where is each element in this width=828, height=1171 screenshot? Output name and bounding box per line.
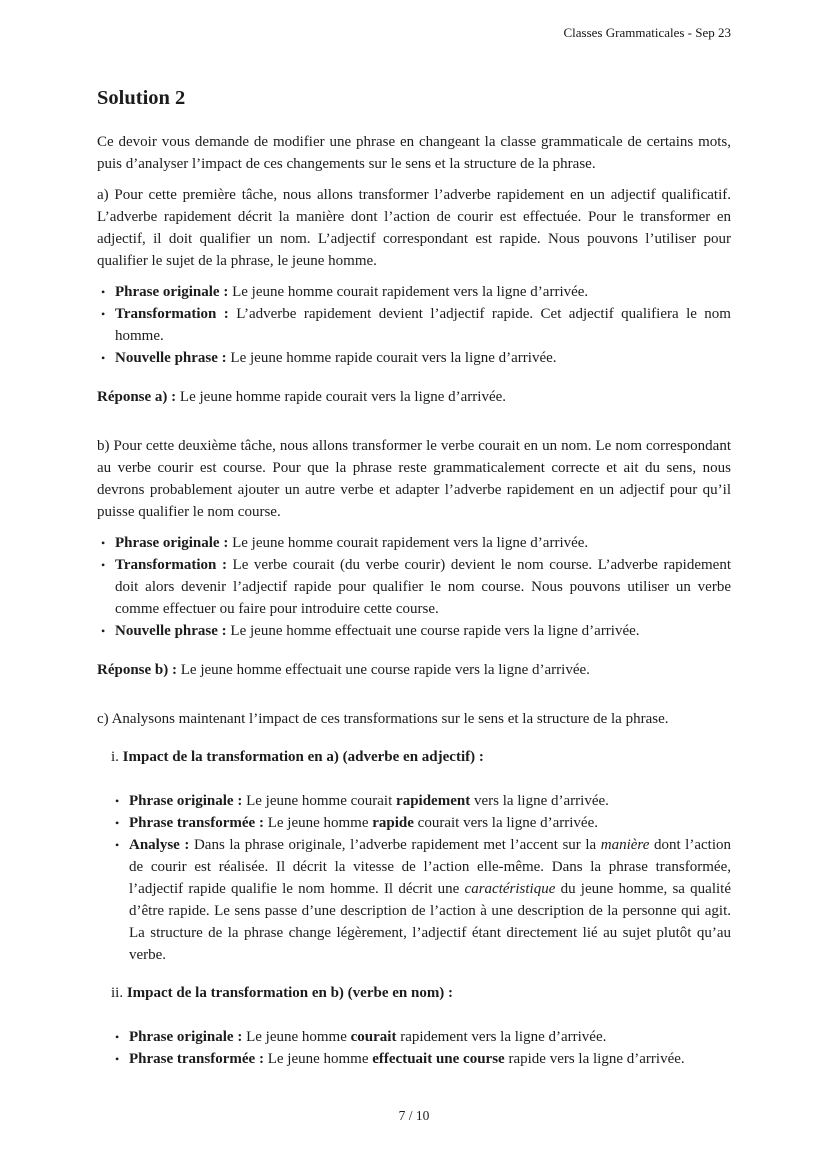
list-item-text	[129, 1051, 685, 1067]
text-run: courait	[350, 1029, 397, 1045]
text-run: Impact de la transformation en a) (adverbe en adjectif) :	[122, 749, 484, 765]
bullet-icon: •	[115, 794, 120, 808]
list-item-text	[115, 306, 731, 344]
paragraph-task-b: b) Pour cette deuxième tâche, nous allons transformer le verbe courait en un nom. Le nom correspondant au verbe courir est course. Pour que la phrase reste grammaticalement correcte et ait du sens, nous devrons probablement ajouter un autre verbe et adapter l’adverbe rapidement en un adjectif pour qu’il puisse qualifier le nom course.	[97, 438, 731, 520]
list-item-text	[115, 623, 640, 639]
bullet-icon: •	[115, 1030, 120, 1044]
answer-a	[97, 386, 731, 408]
bullet-icon: •	[115, 816, 120, 830]
text-run: Phrase originale :	[115, 535, 229, 551]
answer-b	[97, 659, 731, 681]
bullet-icon: •	[115, 838, 120, 852]
list-item-text	[129, 1029, 606, 1045]
text-run: Réponse b) :	[97, 662, 178, 678]
list-task-b	[97, 532, 731, 642]
text-run: dont l’action de courir est réalisée. Il décrit la vitesse de l’action elle-même. Dans la phrase transformée, l’adjectif rapide qualifie le nom homme. Il décrit une	[129, 837, 731, 897]
list-item	[111, 1048, 731, 1070]
text-run: Le jeune homme	[263, 815, 373, 831]
text-run: Le jeune homme courait rapidement vers la ligne d’arrivée.	[228, 535, 589, 551]
text-run: courait vers la ligne d’arrivée.	[413, 815, 599, 831]
text-run: Réponse a) :	[97, 389, 177, 405]
bullet-icon: •	[101, 624, 106, 638]
list-item	[97, 554, 731, 620]
text-run: ii.	[111, 985, 127, 1001]
text-run: Le jeune homme courait	[242, 793, 397, 809]
list-impact-b	[111, 1026, 731, 1070]
bullet-icon: •	[101, 285, 106, 299]
text-run: Phrase originale :	[129, 1029, 243, 1045]
list-item-text	[115, 535, 588, 551]
list-item	[97, 281, 731, 303]
running-header: Classes Grammaticales - Sep 23	[563, 25, 731, 40]
list-item-text	[115, 557, 731, 617]
text-run: Analyse :	[129, 837, 190, 853]
text-run: Le jeune homme courait rapidement vers la ligne d’arrivée.	[228, 284, 589, 300]
text-run: Le jeune homme	[263, 1051, 373, 1067]
list-item-text	[129, 815, 598, 831]
list-item-text	[129, 793, 609, 809]
text-run: rapide	[372, 815, 414, 831]
bullet-icon: •	[101, 536, 106, 550]
bullet-icon: •	[101, 351, 106, 365]
text-run: Phrase originale :	[129, 793, 243, 809]
text-run: rapidement	[396, 793, 471, 809]
subheading-i	[111, 746, 731, 768]
list-item	[111, 1026, 731, 1048]
text-run: Le jeune homme effectuait une course rapide vers la ligne d’arrivée.	[177, 662, 590, 678]
text-run: Le verbe courait (du verbe courir) devient le nom course. L’adverbe rapidement doit alors devenir l’adjectif rapide pour qualifier le nom course. Nous pouvons utiliser un verbe comme effectuer ou faire pour introduire cette course.	[115, 557, 731, 617]
list-item	[97, 532, 731, 554]
list-item	[97, 620, 731, 642]
list-task-a	[97, 281, 731, 369]
bullet-icon: •	[101, 558, 106, 572]
text-run: du jeune homme, sa qualité d’être rapide. Le sens passe d’une description de l’action à une description de la personne qui agit. La structure de la phrase change légèrement, l’adjectif étant directement lié au sujet plutôt qu’au verbe.	[129, 881, 731, 963]
document-content	[97, 86, 731, 1080]
list-item-text	[115, 284, 588, 300]
text-run: vers la ligne d’arrivée.	[470, 793, 609, 809]
paragraph-intro: Ce devoir vous demande de modifier une phrase en changeant la classe grammaticale de certains mots, puis d’analyser l’impact de ces changements sur le sens et la structure de la phrase.	[97, 134, 731, 172]
text-run: Nouvelle phrase :	[115, 350, 227, 366]
bullet-icon: •	[115, 1052, 120, 1066]
text-run: effectuait une course	[372, 1051, 505, 1067]
text-run: Phrase transformée :	[129, 1051, 264, 1067]
subheading-ii	[111, 982, 731, 1004]
list-impact-a	[111, 790, 731, 966]
list-item-text	[115, 350, 557, 366]
text-run: Impact de la transformation en b) (verbe en nom) :	[126, 985, 454, 1001]
text-run: Phrase transformée :	[129, 815, 264, 831]
text-run: Dans la phrase originale, l’adverbe rapidement met l’accent sur la	[189, 837, 601, 853]
solution-heading: Solution 2	[97, 87, 186, 109]
text-run: Phrase originale :	[115, 284, 229, 300]
text-run: manière	[600, 837, 650, 853]
list-item	[97, 303, 731, 347]
text-run: Le jeune homme effectuait une course rapide vers la ligne d’arrivée.	[226, 623, 640, 639]
list-item	[111, 790, 731, 812]
text-run: rapidement vers la ligne d’arrivée.	[396, 1029, 607, 1045]
paragraph-task-a: a) Pour cette première tâche, nous allons transformer l’adverbe rapidement en un adjectif qualificatif. L’adverbe rapidement décrit la manière dont l’action de courir est effectuée. Pour le transformer en adjectif, il doit qualifier un nom. L’adjectif correspondant est rapide. Nous pouvons l’utiliser pour qualifier le sujet de la phrase, le jeune homme.	[97, 187, 731, 269]
text-run: Transformation :	[115, 306, 229, 322]
list-item-text	[129, 837, 731, 963]
text-run: L’adverbe rapidement devient l’adjectif rapide. Cet adjectif qualifiera le nom homme.	[115, 306, 731, 344]
text-run: Le jeune homme	[242, 1029, 351, 1045]
text-run: rapide vers la ligne d’arrivée.	[504, 1051, 685, 1067]
bullet-icon: •	[101, 307, 106, 321]
text-run: caractéristique	[464, 881, 556, 897]
text-run: Le jeune homme rapide courait vers la ligne d’arrivée.	[176, 389, 507, 405]
text-run: Nouvelle phrase :	[115, 623, 227, 639]
list-item	[111, 834, 731, 966]
list-item	[111, 812, 731, 834]
paragraph-task-c: c) Analysons maintenant l’impact de ces transformations sur le sens et la structure de la phrase.	[97, 711, 669, 727]
page-number: 7 / 10	[398, 1108, 430, 1123]
text-run: i.	[111, 749, 123, 765]
text-run: Transformation :	[115, 557, 227, 573]
text-run: Le jeune homme rapide courait vers la ligne d’arrivée.	[226, 350, 557, 366]
list-item	[97, 347, 731, 369]
